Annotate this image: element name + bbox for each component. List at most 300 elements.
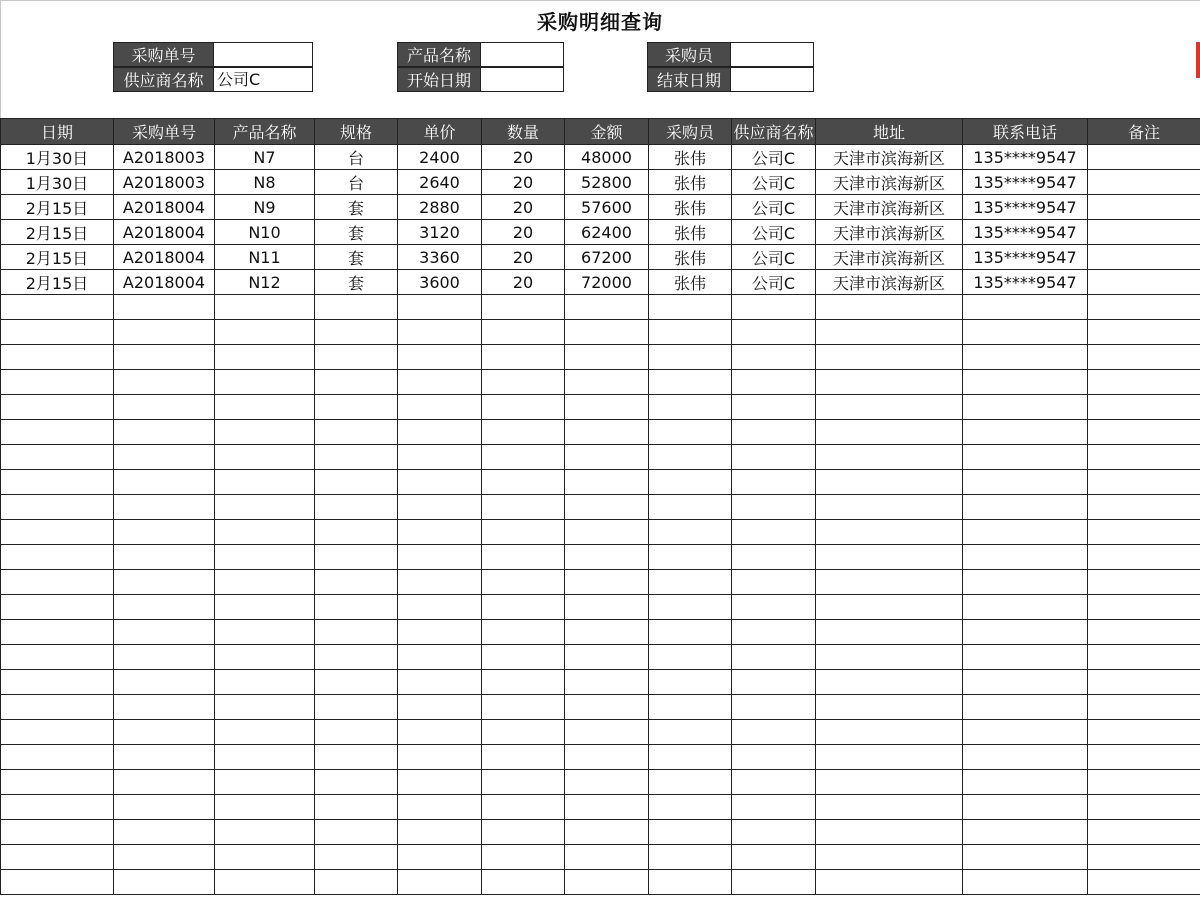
- empty-cell[interactable]: [482, 520, 565, 545]
- empty-cell[interactable]: [114, 420, 215, 445]
- end-date-input[interactable]: [730, 67, 814, 92]
- cell-buyer[interactable]: 张伟: [649, 220, 732, 245]
- column-header-phone[interactable]: 联系电话: [963, 119, 1088, 145]
- empty-cell[interactable]: [215, 620, 315, 645]
- cell-date[interactable]: 2月15日: [1, 245, 114, 270]
- cell-buyer[interactable]: 张伟: [649, 270, 732, 295]
- empty-cell[interactable]: [482, 845, 565, 870]
- cell-unit-price[interactable]: 2640: [398, 170, 482, 195]
- empty-cell[interactable]: [963, 345, 1088, 370]
- empty-cell[interactable]: [482, 445, 565, 470]
- empty-cell[interactable]: [1088, 745, 1200, 770]
- empty-cell[interactable]: [114, 370, 215, 395]
- empty-cell[interactable]: [1, 820, 114, 845]
- empty-cell[interactable]: [215, 820, 315, 845]
- empty-cell[interactable]: [398, 345, 482, 370]
- empty-cell[interactable]: [215, 670, 315, 695]
- start-date-input[interactable]: [480, 67, 564, 92]
- empty-cell[interactable]: [816, 745, 963, 770]
- empty-cell[interactable]: [215, 320, 315, 345]
- empty-cell[interactable]: [1, 570, 114, 595]
- empty-cell[interactable]: [565, 520, 649, 545]
- cell-purchase-no[interactable]: A2018004: [114, 220, 215, 245]
- empty-cell[interactable]: [215, 845, 315, 870]
- empty-cell[interactable]: [315, 545, 398, 570]
- empty-cell[interactable]: [1, 795, 114, 820]
- empty-cell[interactable]: [315, 695, 398, 720]
- cell-date[interactable]: 1月30日: [1, 170, 114, 195]
- empty-cell[interactable]: [398, 745, 482, 770]
- cell-product-name[interactable]: N12: [215, 270, 315, 295]
- empty-cell[interactable]: [732, 395, 816, 420]
- empty-cell[interactable]: [482, 670, 565, 695]
- empty-cell[interactable]: [114, 695, 215, 720]
- cell-phone[interactable]: 135****9547: [963, 170, 1088, 195]
- empty-cell[interactable]: [315, 495, 398, 520]
- empty-cell[interactable]: [565, 420, 649, 445]
- cell-address[interactable]: 天津市滨海新区: [816, 270, 963, 295]
- empty-cell[interactable]: [732, 520, 816, 545]
- empty-cell[interactable]: [398, 445, 482, 470]
- empty-cell[interactable]: [816, 870, 963, 895]
- empty-cell[interactable]: [1, 645, 114, 670]
- empty-cell[interactable]: [1088, 620, 1200, 645]
- empty-cell[interactable]: [482, 545, 565, 570]
- empty-cell[interactable]: [1, 670, 114, 695]
- empty-cell[interactable]: [816, 720, 963, 745]
- empty-cell[interactable]: [1, 320, 114, 345]
- empty-cell[interactable]: [732, 545, 816, 570]
- product-name-input[interactable]: [480, 42, 564, 67]
- empty-cell[interactable]: [1088, 670, 1200, 695]
- empty-cell[interactable]: [732, 495, 816, 520]
- empty-cell[interactable]: [398, 670, 482, 695]
- column-header-amount[interactable]: 金额: [565, 119, 649, 145]
- empty-cell[interactable]: [963, 570, 1088, 595]
- empty-cell[interactable]: [963, 595, 1088, 620]
- empty-cell[interactable]: [315, 745, 398, 770]
- empty-cell[interactable]: [215, 595, 315, 620]
- empty-cell[interactable]: [482, 870, 565, 895]
- cell-spec[interactable]: 台: [315, 170, 398, 195]
- empty-cell[interactable]: [215, 395, 315, 420]
- empty-cell[interactable]: [482, 770, 565, 795]
- cell-amount[interactable]: 57600: [565, 195, 649, 220]
- empty-cell[interactable]: [963, 820, 1088, 845]
- empty-cell[interactable]: [398, 845, 482, 870]
- cell-buyer[interactable]: 张伟: [649, 145, 732, 170]
- empty-cell[interactable]: [315, 295, 398, 320]
- empty-cell[interactable]: [565, 345, 649, 370]
- empty-cell[interactable]: [649, 470, 732, 495]
- empty-cell[interactable]: [732, 445, 816, 470]
- cell-supplier[interactable]: 公司C: [732, 245, 816, 270]
- cell-buyer[interactable]: 张伟: [649, 245, 732, 270]
- empty-cell[interactable]: [215, 445, 315, 470]
- empty-cell[interactable]: [565, 445, 649, 470]
- empty-cell[interactable]: [398, 795, 482, 820]
- empty-cell[interactable]: [565, 495, 649, 520]
- empty-cell[interactable]: [732, 695, 816, 720]
- empty-cell[interactable]: [315, 620, 398, 645]
- empty-cell[interactable]: [816, 670, 963, 695]
- cell-date[interactable]: 2月15日: [1, 195, 114, 220]
- empty-cell[interactable]: [649, 595, 732, 620]
- empty-cell[interactable]: [1088, 845, 1200, 870]
- column-header-quantity[interactable]: 数量: [482, 119, 565, 145]
- empty-cell[interactable]: [482, 595, 565, 620]
- empty-cell[interactable]: [963, 470, 1088, 495]
- empty-cell[interactable]: [963, 670, 1088, 695]
- empty-cell[interactable]: [963, 620, 1088, 645]
- empty-cell[interactable]: [816, 470, 963, 495]
- cell-spec[interactable]: 套: [315, 195, 398, 220]
- empty-cell[interactable]: [398, 370, 482, 395]
- empty-cell[interactable]: [114, 395, 215, 420]
- empty-cell[interactable]: [215, 720, 315, 745]
- empty-cell[interactable]: [315, 520, 398, 545]
- empty-cell[interactable]: [315, 445, 398, 470]
- empty-cell[interactable]: [565, 370, 649, 395]
- empty-cell[interactable]: [114, 845, 215, 870]
- empty-cell[interactable]: [215, 420, 315, 445]
- cell-supplier[interactable]: 公司C: [732, 195, 816, 220]
- empty-cell[interactable]: [114, 570, 215, 595]
- empty-cell[interactable]: [732, 720, 816, 745]
- empty-cell[interactable]: [816, 345, 963, 370]
- cell-purchase-no[interactable]: A2018004: [114, 195, 215, 220]
- empty-cell[interactable]: [732, 345, 816, 370]
- empty-cell[interactable]: [114, 495, 215, 520]
- empty-cell[interactable]: [1, 770, 114, 795]
- empty-cell[interactable]: [963, 545, 1088, 570]
- empty-cell[interactable]: [649, 870, 732, 895]
- empty-cell[interactable]: [114, 620, 215, 645]
- cell-amount[interactable]: 48000: [565, 145, 649, 170]
- cell-phone[interactable]: 135****9547: [963, 270, 1088, 295]
- empty-cell[interactable]: [114, 545, 215, 570]
- empty-cell[interactable]: [565, 845, 649, 870]
- empty-cell[interactable]: [565, 645, 649, 670]
- cell-remark[interactable]: [1088, 270, 1200, 295]
- empty-cell[interactable]: [649, 395, 732, 420]
- empty-cell[interactable]: [1088, 720, 1200, 745]
- empty-cell[interactable]: [215, 520, 315, 545]
- empty-cell[interactable]: [215, 295, 315, 320]
- empty-cell[interactable]: [732, 645, 816, 670]
- empty-cell[interactable]: [482, 470, 565, 495]
- column-header-unit-price[interactable]: 单价: [398, 119, 482, 145]
- cell-phone[interactable]: 135****9547: [963, 245, 1088, 270]
- empty-cell[interactable]: [732, 320, 816, 345]
- empty-cell[interactable]: [963, 695, 1088, 720]
- cell-date[interactable]: 2月15日: [1, 220, 114, 245]
- empty-cell[interactable]: [1, 845, 114, 870]
- empty-cell[interactable]: [114, 595, 215, 620]
- cell-product-name[interactable]: N11: [215, 245, 315, 270]
- cell-purchase-no[interactable]: A2018004: [114, 270, 215, 295]
- cell-purchase-no[interactable]: A2018003: [114, 170, 215, 195]
- empty-cell[interactable]: [963, 845, 1088, 870]
- empty-cell[interactable]: [816, 570, 963, 595]
- cell-quantity[interactable]: 20: [482, 145, 565, 170]
- empty-cell[interactable]: [215, 695, 315, 720]
- empty-cell[interactable]: [565, 795, 649, 820]
- empty-cell[interactable]: [114, 445, 215, 470]
- empty-cell[interactable]: [1088, 370, 1200, 395]
- cell-buyer[interactable]: 张伟: [649, 195, 732, 220]
- cell-quantity[interactable]: 20: [482, 270, 565, 295]
- empty-cell[interactable]: [816, 595, 963, 620]
- empty-cell[interactable]: [1, 445, 114, 470]
- empty-cell[interactable]: [565, 620, 649, 645]
- empty-cell[interactable]: [114, 820, 215, 845]
- empty-cell[interactable]: [215, 645, 315, 670]
- empty-cell[interactable]: [114, 520, 215, 545]
- empty-cell[interactable]: [732, 795, 816, 820]
- cell-spec[interactable]: 套: [315, 220, 398, 245]
- empty-cell[interactable]: [649, 570, 732, 595]
- empty-cell[interactable]: [816, 770, 963, 795]
- empty-cell[interactable]: [963, 370, 1088, 395]
- cell-quantity[interactable]: 20: [482, 220, 565, 245]
- empty-cell[interactable]: [482, 320, 565, 345]
- empty-cell[interactable]: [816, 795, 963, 820]
- empty-cell[interactable]: [1, 495, 114, 520]
- empty-cell[interactable]: [1088, 645, 1200, 670]
- empty-cell[interactable]: [482, 720, 565, 745]
- empty-cell[interactable]: [315, 470, 398, 495]
- empty-cell[interactable]: [215, 745, 315, 770]
- empty-cell[interactable]: [215, 795, 315, 820]
- empty-cell[interactable]: [732, 370, 816, 395]
- empty-cell[interactable]: [114, 345, 215, 370]
- empty-cell[interactable]: [398, 595, 482, 620]
- cell-date[interactable]: 2月15日: [1, 270, 114, 295]
- cell-phone[interactable]: 135****9547: [963, 220, 1088, 245]
- empty-cell[interactable]: [1088, 570, 1200, 595]
- cell-amount[interactable]: 62400: [565, 220, 649, 245]
- empty-cell[interactable]: [482, 695, 565, 720]
- empty-cell[interactable]: [963, 420, 1088, 445]
- empty-cell[interactable]: [816, 820, 963, 845]
- empty-cell[interactable]: [114, 470, 215, 495]
- cell-address[interactable]: 天津市滨海新区: [816, 220, 963, 245]
- empty-cell[interactable]: [816, 620, 963, 645]
- column-header-spec[interactable]: 规格: [315, 119, 398, 145]
- empty-cell[interactable]: [315, 595, 398, 620]
- cell-phone[interactable]: 135****9547: [963, 145, 1088, 170]
- empty-cell[interactable]: [1, 370, 114, 395]
- empty-cell[interactable]: [732, 845, 816, 870]
- empty-cell[interactable]: [963, 395, 1088, 420]
- empty-cell[interactable]: [649, 720, 732, 745]
- cell-product-name[interactable]: N7: [215, 145, 315, 170]
- cell-amount[interactable]: 52800: [565, 170, 649, 195]
- cell-quantity[interactable]: 20: [482, 195, 565, 220]
- empty-cell[interactable]: [315, 420, 398, 445]
- cell-address[interactable]: 天津市滨海新区: [816, 145, 963, 170]
- cell-remark[interactable]: [1088, 170, 1200, 195]
- empty-cell[interactable]: [1, 520, 114, 545]
- empty-cell[interactable]: [1088, 595, 1200, 620]
- cell-supplier[interactable]: 公司C: [732, 145, 816, 170]
- cell-address[interactable]: 天津市滨海新区: [816, 195, 963, 220]
- empty-cell[interactable]: [482, 420, 565, 445]
- empty-cell[interactable]: [215, 770, 315, 795]
- empty-cell[interactable]: [649, 345, 732, 370]
- empty-cell[interactable]: [649, 545, 732, 570]
- empty-cell[interactable]: [1088, 795, 1200, 820]
- empty-cell[interactable]: [114, 720, 215, 745]
- cell-remark[interactable]: [1088, 245, 1200, 270]
- cell-amount[interactable]: 72000: [565, 270, 649, 295]
- empty-cell[interactable]: [1088, 695, 1200, 720]
- cell-quantity[interactable]: 20: [482, 170, 565, 195]
- empty-cell[interactable]: [732, 570, 816, 595]
- cell-supplier[interactable]: 公司C: [732, 220, 816, 245]
- empty-cell[interactable]: [1088, 295, 1200, 320]
- empty-cell[interactable]: [398, 295, 482, 320]
- empty-cell[interactable]: [649, 695, 732, 720]
- empty-cell[interactable]: [816, 445, 963, 470]
- empty-cell[interactable]: [565, 570, 649, 595]
- column-header-supplier[interactable]: 供应商名称: [732, 119, 816, 145]
- empty-cell[interactable]: [816, 395, 963, 420]
- cell-unit-price[interactable]: 3360: [398, 245, 482, 270]
- empty-cell[interactable]: [963, 295, 1088, 320]
- empty-cell[interactable]: [732, 870, 816, 895]
- empty-cell[interactable]: [1088, 820, 1200, 845]
- cell-remark[interactable]: [1088, 145, 1200, 170]
- empty-cell[interactable]: [398, 645, 482, 670]
- empty-cell[interactable]: [963, 770, 1088, 795]
- empty-cell[interactable]: [565, 545, 649, 570]
- cell-spec[interactable]: 台: [315, 145, 398, 170]
- empty-cell[interactable]: [398, 545, 482, 570]
- empty-cell[interactable]: [315, 770, 398, 795]
- empty-cell[interactable]: [816, 320, 963, 345]
- cell-purchase-no[interactable]: A2018004: [114, 245, 215, 270]
- empty-cell[interactable]: [649, 445, 732, 470]
- empty-cell[interactable]: [732, 595, 816, 620]
- empty-cell[interactable]: [732, 470, 816, 495]
- empty-cell[interactable]: [565, 595, 649, 620]
- empty-cell[interactable]: [1, 295, 114, 320]
- empty-cell[interactable]: [565, 870, 649, 895]
- empty-cell[interactable]: [816, 495, 963, 520]
- empty-cell[interactable]: [649, 370, 732, 395]
- empty-cell[interactable]: [963, 520, 1088, 545]
- empty-cell[interactable]: [565, 670, 649, 695]
- empty-cell[interactable]: [315, 570, 398, 595]
- empty-cell[interactable]: [1088, 870, 1200, 895]
- empty-cell[interactable]: [565, 820, 649, 845]
- empty-cell[interactable]: [482, 495, 565, 520]
- empty-cell[interactable]: [398, 570, 482, 595]
- cell-product-name[interactable]: N10: [215, 220, 315, 245]
- empty-cell[interactable]: [114, 295, 215, 320]
- empty-cell[interactable]: [482, 620, 565, 645]
- empty-cell[interactable]: [565, 770, 649, 795]
- cell-remark[interactable]: [1088, 195, 1200, 220]
- empty-cell[interactable]: [315, 820, 398, 845]
- empty-cell[interactable]: [114, 745, 215, 770]
- empty-cell[interactable]: [649, 295, 732, 320]
- empty-cell[interactable]: [816, 520, 963, 545]
- column-header-date[interactable]: 日期: [1, 119, 114, 145]
- cell-address[interactable]: 天津市滨海新区: [816, 245, 963, 270]
- empty-cell[interactable]: [1, 595, 114, 620]
- cell-spec[interactable]: 套: [315, 270, 398, 295]
- empty-cell[interactable]: [398, 420, 482, 445]
- empty-cell[interactable]: [482, 345, 565, 370]
- empty-cell[interactable]: [215, 870, 315, 895]
- empty-cell[interactable]: [114, 320, 215, 345]
- column-header-product-name[interactable]: 产品名称: [215, 119, 315, 145]
- empty-cell[interactable]: [114, 795, 215, 820]
- empty-cell[interactable]: [114, 645, 215, 670]
- cell-purchase-no[interactable]: A2018003: [114, 145, 215, 170]
- empty-cell[interactable]: [732, 295, 816, 320]
- empty-cell[interactable]: [398, 620, 482, 645]
- empty-cell[interactable]: [1, 870, 114, 895]
- empty-cell[interactable]: [398, 820, 482, 845]
- cell-unit-price[interactable]: 3600: [398, 270, 482, 295]
- empty-cell[interactable]: [215, 345, 315, 370]
- empty-cell[interactable]: [649, 520, 732, 545]
- empty-cell[interactable]: [398, 520, 482, 545]
- empty-cell[interactable]: [1088, 395, 1200, 420]
- empty-cell[interactable]: [732, 620, 816, 645]
- empty-cell[interactable]: [565, 295, 649, 320]
- empty-cell[interactable]: [1088, 320, 1200, 345]
- cell-spec[interactable]: 套: [315, 245, 398, 270]
- empty-cell[interactable]: [398, 495, 482, 520]
- cell-unit-price[interactable]: 2880: [398, 195, 482, 220]
- supplier-input[interactable]: 公司C: [213, 67, 313, 92]
- empty-cell[interactable]: [816, 295, 963, 320]
- empty-cell[interactable]: [1, 395, 114, 420]
- empty-cell[interactable]: [398, 695, 482, 720]
- empty-cell[interactable]: [963, 495, 1088, 520]
- empty-cell[interactable]: [1088, 520, 1200, 545]
- empty-cell[interactable]: [816, 370, 963, 395]
- empty-cell[interactable]: [1, 470, 114, 495]
- empty-cell[interactable]: [649, 495, 732, 520]
- empty-cell[interactable]: [732, 820, 816, 845]
- empty-cell[interactable]: [398, 470, 482, 495]
- empty-cell[interactable]: [482, 645, 565, 670]
- empty-cell[interactable]: [963, 320, 1088, 345]
- empty-cell[interactable]: [649, 770, 732, 795]
- empty-cell[interactable]: [732, 745, 816, 770]
- cell-quantity[interactable]: 20: [482, 245, 565, 270]
- empty-cell[interactable]: [1, 745, 114, 770]
- empty-cell[interactable]: [482, 570, 565, 595]
- empty-cell[interactable]: [565, 470, 649, 495]
- empty-cell[interactable]: [1, 420, 114, 445]
- empty-cell[interactable]: [315, 870, 398, 895]
- empty-cell[interactable]: [398, 720, 482, 745]
- empty-cell[interactable]: [1088, 420, 1200, 445]
- empty-cell[interactable]: [1088, 345, 1200, 370]
- empty-cell[interactable]: [215, 495, 315, 520]
- empty-cell[interactable]: [482, 820, 565, 845]
- empty-cell[interactable]: [215, 470, 315, 495]
- empty-cell[interactable]: [398, 770, 482, 795]
- empty-cell[interactable]: [1, 695, 114, 720]
